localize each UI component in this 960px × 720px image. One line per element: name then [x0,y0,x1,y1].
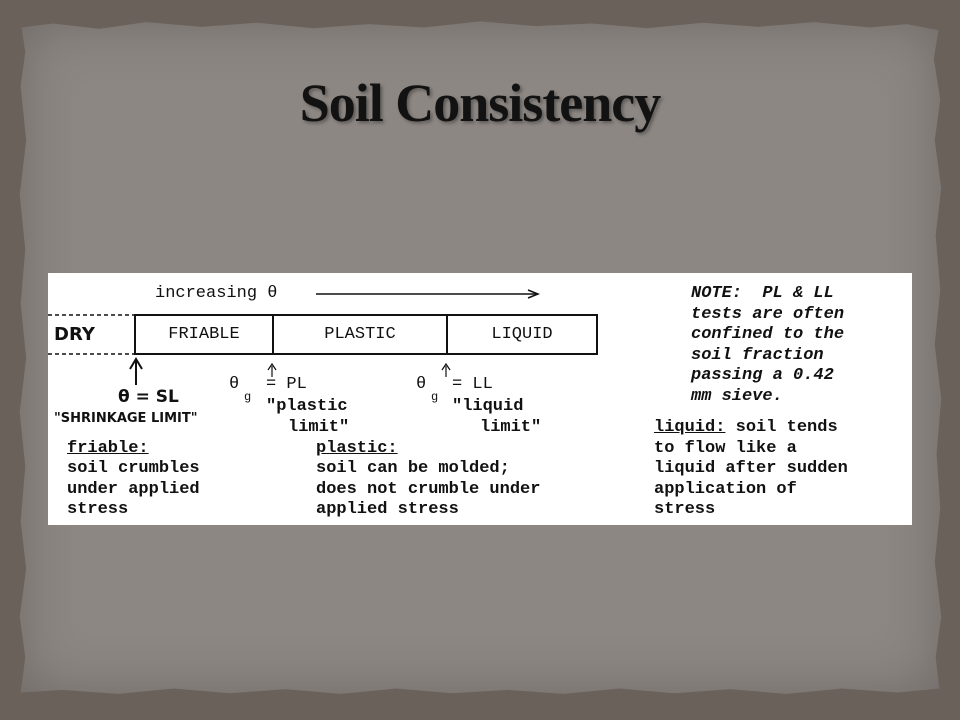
liquid-term: liquid: [654,418,726,437]
slide-title: Soil Consistency [299,73,661,133]
shrinkage-limit-label: "SHRINKAGE LIMIT" [54,411,198,426]
ll-subscript: g [431,390,439,404]
plastic-definition: soil can be molded; does not crumble under applied stress [316,459,541,519]
soil-consistency-figure [48,273,912,525]
ll-name-line2: limit" [480,418,542,437]
state-plastic: PLASTIC [272,314,448,355]
pl-name-line1: "plastic [266,397,348,416]
friable-definition: soil crumbles under applied stress [67,459,200,519]
pl-theta: θ [229,375,240,394]
ll-name-line1: "liquid [452,397,524,416]
note-text: NOTE: PL & LL tests are often confined to the soil fraction passing a 0.42 mm sieve. [691,284,845,406]
dry-label: DRY [54,324,95,345]
friable-term: friable: [67,439,149,458]
pl-equation: = PL [266,375,307,394]
sl-symbol: θ = SL [118,387,179,407]
ll-equation: = LL [452,375,493,394]
pl-subscript: g [244,390,252,404]
liquid-definition-rest: to flow like a liquid after sudden application of stress [654,438,848,519]
ll-theta: θ [416,375,427,394]
state-liquid: LIQUID [446,314,598,355]
liquid-definition-first: soil tends [725,418,838,437]
increasing-label: increasing θ [155,284,278,303]
plastic-term: plastic: [316,439,398,458]
pl-name-line2: limit" [288,418,350,437]
liquid-definition-block [654,418,848,521]
state-friable: FRIABLE [134,314,274,355]
